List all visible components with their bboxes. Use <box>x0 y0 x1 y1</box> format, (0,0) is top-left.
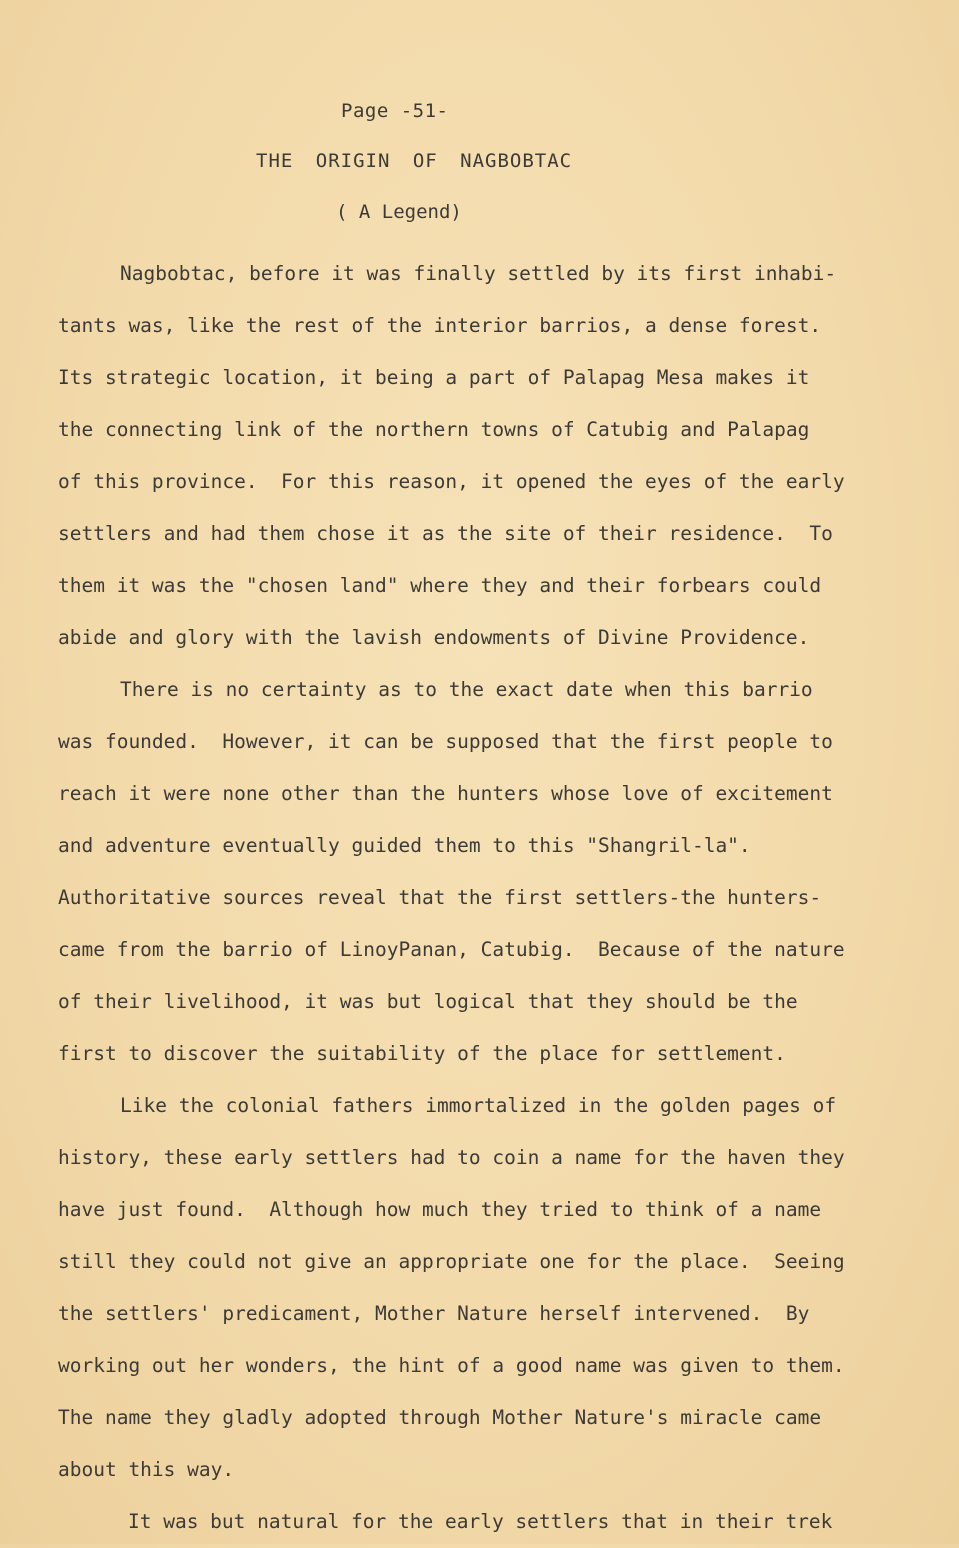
text-line: reach it were none other than the hunters whose love of excitement <box>58 782 833 805</box>
text-line: still they could not give an appropriate one for the place. Seeing <box>58 1250 845 1273</box>
text-line: The name they gladly adopted through Mother Nature's miracle came <box>58 1406 822 1429</box>
text-line: history, these early settlers had to coin a name for the haven they <box>58 1146 845 1169</box>
text-line: of their livelihood, it was but logical that they should be the <box>58 990 798 1013</box>
text-line: first to discover the suitability of the place for settlement. <box>58 1042 786 1065</box>
text-line: about this way. <box>58 1458 235 1481</box>
page-number: Page -51- <box>341 100 449 122</box>
text-line: There is no certainty as to the exact date when this barrio <box>120 678 813 701</box>
text-line: came from the barrio of LinoyPanan, Catubig. Because of the nature <box>58 938 845 961</box>
text-line: tants was, like the rest of the interior barrios, a dense forest. <box>58 314 822 337</box>
text-line: It was but natural for the early settlers that in their trek <box>128 1510 833 1533</box>
text-line: abide and glory with the lavish endowments of Divine Providence. <box>58 626 810 649</box>
body-text <box>58 248 908 1548</box>
text-line: Nagbobtac, before it was finally settled by its first inhabi- <box>120 262 837 285</box>
text-line: and adventure eventually guided them to this "Shangril-la". <box>58 834 751 857</box>
text-line: Like the colonial fathers immortalized in the golden pages of <box>120 1094 837 1117</box>
document-title: THE ORIGIN OF NAGBOBTAC <box>256 150 573 172</box>
text-line: Authoritative sources reveal that the first settlers-the hunters- <box>58 886 822 909</box>
text-line: the settlers' predicament, Mother Nature herself intervened. By <box>58 1302 810 1325</box>
text-line: working out her wonders, the hint of a good name was given to them. <box>58 1354 845 1377</box>
text-line: Its strategic location, it being a part of Palapag Mesa makes it <box>58 366 810 389</box>
text-line: the connecting link of the northern towns of Catubig and Palapag <box>58 418 810 441</box>
text-line: them it was the "chosen land" where they and their forbears could <box>58 574 822 597</box>
document-subtitle: ( A Legend) <box>336 201 462 223</box>
text-line: settlers and had them chose it as the site of their residence. To <box>58 522 833 545</box>
text-line: of this province. For this reason, it opened the eyes of the early <box>58 470 845 493</box>
text-line: have just found. Although how much they tried to think of a name <box>58 1198 822 1221</box>
text-line: was founded. However, it can be supposed that the first people to <box>58 730 833 753</box>
